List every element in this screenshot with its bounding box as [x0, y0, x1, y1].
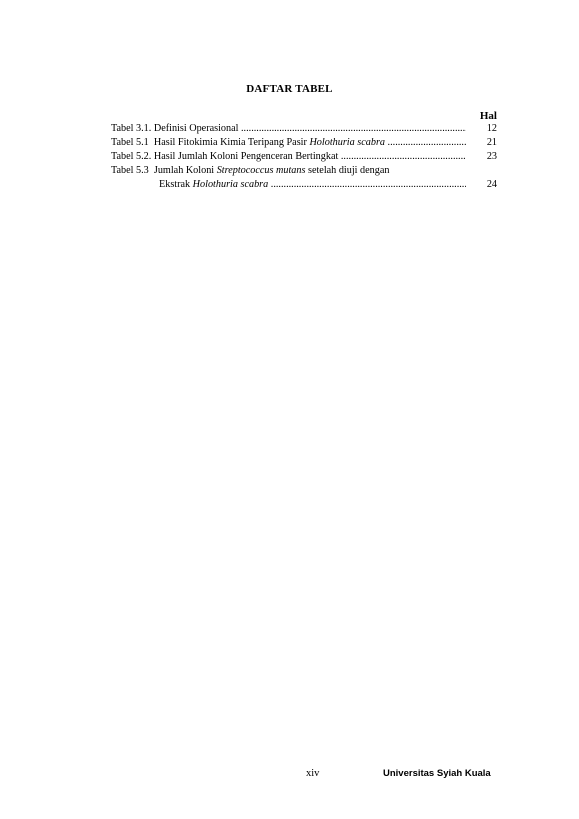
page-number: 24 [486, 179, 497, 190]
entry-title-continuation: Ekstrak Holothuria scabra ..... [159, 178, 466, 192]
entry-title: Tabel 3.1. Definisi Operasional ..... [111, 122, 466, 136]
entry-title: Tabel 5.1 Hasil Fitokimia Kimia Teripang Pasir Holothuria scabra ..... [111, 136, 466, 150]
page-column-header: Hal [479, 110, 497, 122]
list-item[interactable] [111, 136, 497, 150]
footer-page-number: xiv [306, 768, 320, 779]
page-title: DAFTAR TABEL [246, 83, 333, 95]
list-item[interactable] [111, 122, 497, 136]
table-list [111, 122, 497, 192]
page-number: 21 [486, 137, 497, 148]
footer-university: Universitas Syiah Kuala [383, 768, 491, 779]
list-item-continuation[interactable] [111, 178, 497, 192]
page-number: 23 [486, 151, 497, 162]
entry-title: Tabel 5.3 Jumlah Koloni Streptococcus mutans setelah diuji dengan [111, 165, 390, 176]
list-item[interactable] [111, 150, 497, 164]
page-number: 12 [486, 123, 497, 134]
list-item[interactable] [111, 164, 497, 178]
entry-title: Tabel 5.2. Hasil Jumlah Koloni Pengenceran Bertingkat ..... [111, 150, 466, 164]
